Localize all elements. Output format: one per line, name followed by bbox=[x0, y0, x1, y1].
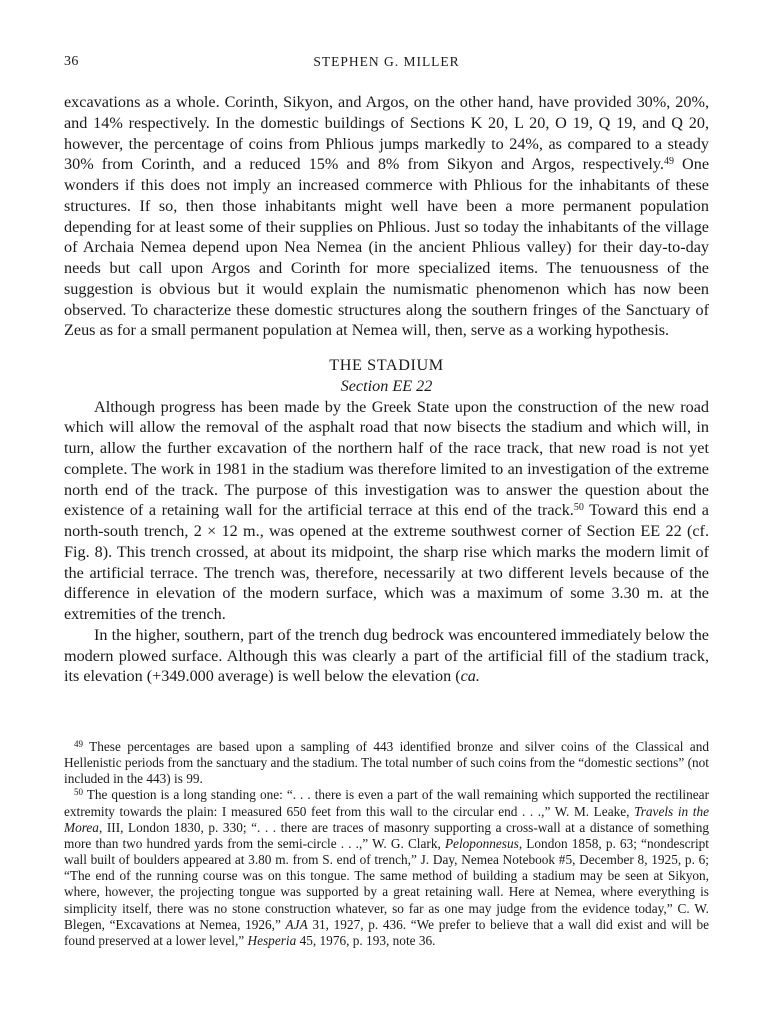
running-title: STEPHEN G. MILLER bbox=[313, 54, 460, 69]
footnote-49-mark: 49 bbox=[74, 739, 83, 749]
page-number: 36 bbox=[64, 54, 79, 69]
footnote-49-text: These percentages are based upon a sampling of 443 identified bronze and silver coins of the Classical and Hellenistic periods from the sanctuary and the stadium. The total number of such coins from the “domestic sections” (not included in the 443) is 99. bbox=[64, 739, 709, 787]
footnotes bbox=[64, 739, 709, 949]
section-title: THE STADIUM bbox=[329, 356, 444, 374]
section-subtitle: Section EE 22 bbox=[340, 376, 433, 395]
paragraph-3-italic: ca. bbox=[460, 667, 480, 686]
paragraph-2 bbox=[64, 397, 709, 625]
paragraph-3 bbox=[64, 625, 709, 687]
footnote-50-text-5: 45, 1976, p. 193, note 36. bbox=[296, 932, 436, 948]
footnote-50-italic-1: Travels in the Morea bbox=[64, 803, 709, 835]
footnote-50 bbox=[64, 787, 709, 949]
footnote-50-text-3: , London 1858, p. 63; “nondescript wall built of boulders appeared at 3.80 m. from S. end of trench,” J. Day, Nemea Notebook #5, December 8, 1925, p. 6; “The end of the running course was on this tongue. The same method of building a stadium may be seen at Sikyon, where, however, the projecting tongue was supported by a great retaining wall. Here at Nemea, where everything is simplicity itself, there was no stone construction whatever, so far as one may judge from the evidence today,” C. W. Blegen, “Excavations at Nemea, 1926,” bbox=[64, 835, 709, 932]
body-text bbox=[64, 92, 709, 687]
footnote-50-mark: 50 bbox=[74, 787, 83, 798]
footnote-50-italic-4: Hesperia bbox=[247, 932, 297, 948]
footnote-50-text-1: The question is a long standing one: “. . . there is even a part of the wall remaining which supported the rectilinear extremity towards the plain: I measured 650 feet from this wall to the circular end . . .,” W. M. Leake, bbox=[64, 787, 709, 819]
paragraph-3-text-a: In the higher, southern, part of the trench dug bedrock was encountered immediately below the modern plowed surface. Although this was clearly a part of the artificial fill of the stadium track, its elevation (+349.000 average) is well below the elevation ( bbox=[64, 625, 709, 686]
footnote-50-italic-3: AJA bbox=[285, 916, 308, 932]
paragraph-1-text-b: One wonders if this does not imply an increased commerce with Phlious for the inhabitants of these structures. If so, then those inhabitants might well have been a more permanent population depending for at least some of their supplies on Phlious. Just so today the inhabitants of the village of Archaia Nemea depend upon Nea Nemea (in the ancient Phlious valley) for their day-to-day needs but call upon Argos and Corinth for more specialized items. The tenuousness of the suggestion is obvious but it would explain the numismatic phenomenon which has now been observed. To characterize these domestic structures along the southern fringes of the Sanctuary of Zeus as for a small permanent population at Nemea will, then, serve as a working hypothesis. bbox=[64, 155, 709, 340]
footnote-50-text-4: 31, 1927, p. 436. “We prefer to believe that a wall did exist and will be found preserved at a lower level,” bbox=[64, 916, 710, 948]
footnote-50-text-2: , III, London 1830, p. 330; “. . . there are traces of masonry supporting a cross-wall at a distance of something more than two hundred yards from the semi-circle . . .,” W. G. Clark, bbox=[64, 819, 709, 851]
footnote-49 bbox=[64, 739, 709, 787]
footnote-ref-50: 50 bbox=[573, 502, 584, 514]
paragraph-2-text-a: Although progress has been made by the Greek State upon the construction of the new road which will allow the removal of the asphalt road that now bisects the stadium and which will, in turn, allow the further excavation of the northern half of the race track, that new road is not yet complete. The work in 1981 in the stadium was therefore limited to an investigation of the extreme north end of the track. The purpose of this investigation was to answer the question about the existence of a retaining wall for the artificial terrace at this end of the track. bbox=[64, 397, 709, 520]
paragraph-1 bbox=[64, 92, 709, 341]
paragraph-1-text-a: excavations as a whole. Corinth, Sikyon, and Argos, on the other hand, have provided 30%, 20%, and 14% respectively. In the domestic buildings of Sections K 20, L 20, O 19, Q 19, and Q 20, however, the percentage of coins from Phlious jumps markedly to 24%, as compared to a steady 30% from Corinth, and a reduced 15% and 8% from Sikyon and Argos, respectively. bbox=[64, 93, 709, 174]
paragraph-2-text-b: Toward this end a north-south trench, 2 × 12 m., was opened at the extreme southwest corner of Section EE 22 (cf. Fig. 8). This trench crossed, at about its midpoint, the sharp rise which marks the modern limit of the artificial terrace. The trench was, therefore, necessarily at two different levels because of the difference in elevation of the modern surface, which was a maximum of some 3.30 m. at the extremities of the trench. bbox=[64, 501, 709, 623]
section-heading bbox=[64, 355, 709, 397]
footnote-50-italic-2: Peloponnesus bbox=[444, 835, 519, 851]
footnote-ref-49: 49 bbox=[663, 156, 674, 168]
